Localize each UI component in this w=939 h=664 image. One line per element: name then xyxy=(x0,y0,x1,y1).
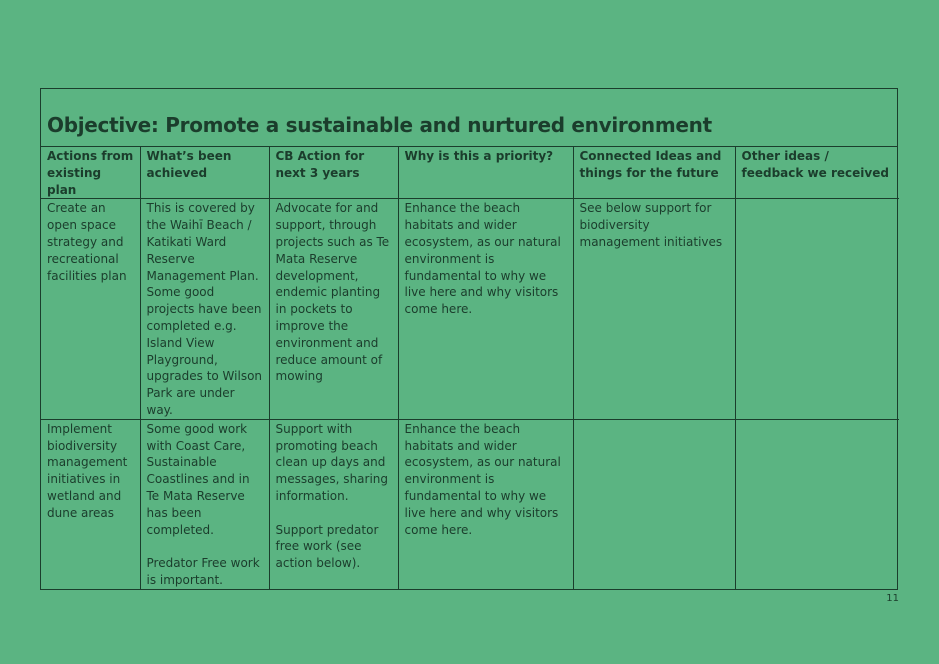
header-cb-action-next-3-years: CB Action for next 3 years xyxy=(269,147,398,199)
page-number: 11 xyxy=(886,593,899,604)
objective-table-frame xyxy=(40,88,898,590)
cell-cb-action: Advocate for and support, through projects such as Te Mata Reserve development, endemic planting in pockets to improve the environment and reduce amount of mowing xyxy=(269,199,398,419)
cell-other-feedback xyxy=(735,419,899,588)
objective-title: Objective: Promote a sustainable and nurtured environment xyxy=(47,113,712,137)
header-whats-been-achieved: What’s been achieved xyxy=(140,147,269,199)
objective-title-row xyxy=(41,89,897,147)
table-header-row xyxy=(41,147,899,199)
header-other-ideas-feedback: Other ideas / feedback we received xyxy=(735,147,899,199)
cell-action: Implement biodiversity management initiatives in wetland and dune areas xyxy=(41,419,140,588)
table-row xyxy=(41,199,899,419)
cell-connected-ideas: See below support for biodiversity management initiatives xyxy=(573,199,735,419)
header-connected-ideas: Connected Ideas and things for the future xyxy=(573,147,735,199)
cell-achieved: This is covered by the Waihī Beach / Katikati Ward Reserve Management Plan. Some good projects have been completed e.g. Island View Playground, upgrades to Wilson Park are under way. xyxy=(140,199,269,419)
header-why-priority: Why is this a priority? xyxy=(398,147,573,199)
cell-connected-ideas xyxy=(573,419,735,588)
cell-other-feedback xyxy=(735,199,899,419)
cell-action: Create an open space strategy and recreational facilities plan xyxy=(41,199,140,419)
cell-achieved: Some good work with Coast Care, Sustainable Coastlines and in Te Mata Reserve has been completed. Predator Free work is important. xyxy=(140,419,269,588)
table-row xyxy=(41,419,899,588)
actions-table xyxy=(41,147,899,589)
cell-cb-action: Support with promoting beach clean up days and messages, sharing information. Support predator free work (see action below). xyxy=(269,419,398,588)
header-actions-from-existing-plan: Actions from existing plan xyxy=(41,147,140,199)
cell-priority: Enhance the beach habitats and wider ecosystem, as our natural environment is fundamental to why we live here and why visitors come here. xyxy=(398,199,573,419)
cell-priority: Enhance the beach habitats and wider ecosystem, as our natural environment is fundamental to why we live here and why visitors come here. xyxy=(398,419,573,588)
